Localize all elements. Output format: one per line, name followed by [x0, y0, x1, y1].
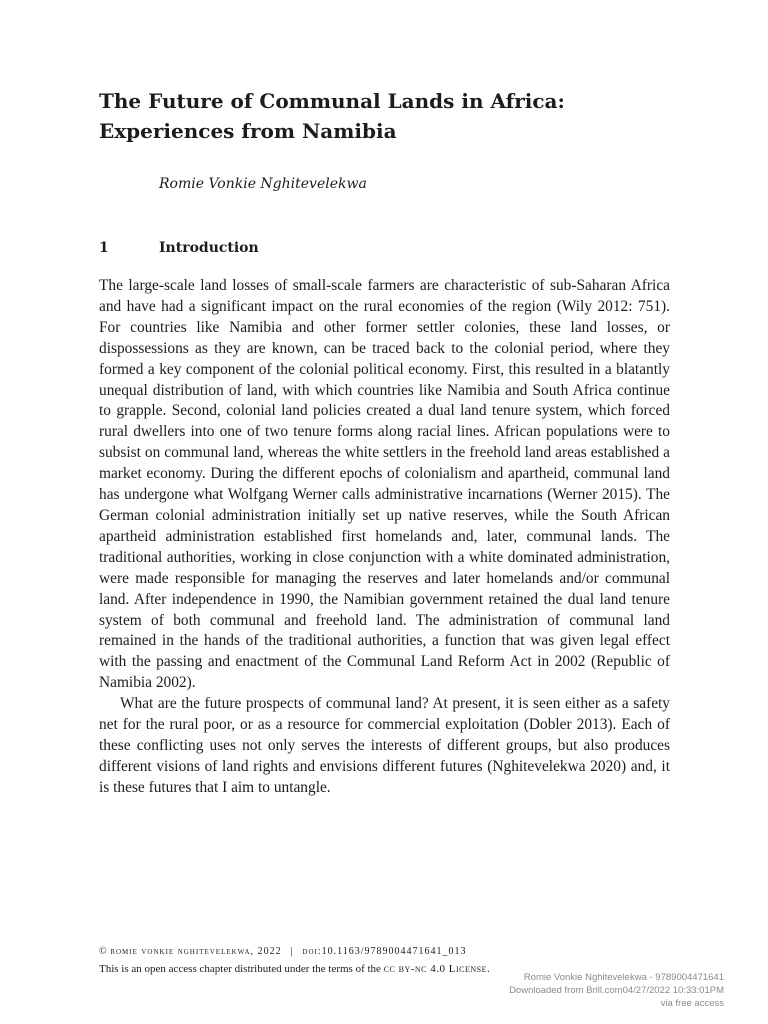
author-name: Romie Vonkie Nghitevelekwa: [159, 176, 367, 192]
body-paragraph-1: The large-scale land losses of small-scale farmers are characteristic of sub-Saharan Africa and have had a significant impact on the rural economies of the region (Wily 2012: 751). For countries like Namibia and other former settler colonies, these land losses, or dispossessions as they are known, can be traced back to the colonial period, where they formed a key component of the colonial political economy. First, this resulted in a blatantly unequal distribution of land, with which countries like Namibia and South Africa continue to grapple. Second, colonial land policies created a dual land tenure system, which forced rural dwellers into one of two tenure forms along racial lines. African populations were to subsist on communal land, whereas the white settlers in the freehold land areas established a market economy. During the different epochs of colonialism and apartheid, communal land has undergone what Wolfgang Werner calls administrative incarnations (Werner 2015). The German colonial administration initially set up native reserves, while the South African apartheid administration established first homelands and, later, communal lands. The traditional authorities, working in close conjunction with a white dominated administration, were made responsible for managing the reserves and later homelands and/or communal land. After independence in 1990, the Namibian government retained the dual land tenure system of both communal and freehold land. The administration of communal land remained in the hands of the traditional authorities, a function that was given legal effect with the passing and enactment of the Communal Land Reform Act in 2002 (Republic of Namibia 2002).: [99, 277, 670, 692]
license-prefix: This is an open access chapter distributed under the terms of the: [99, 963, 384, 975]
watermark-line-3: via free access: [660, 998, 724, 1009]
download-watermark: [509, 971, 724, 1010]
copyright-line: [99, 945, 467, 959]
license-line: [99, 962, 490, 976]
chapter-title-line2: Experiences from Namibia: [99, 119, 397, 143]
body-text: [99, 276, 670, 799]
copyright-icon: ©: [99, 946, 108, 957]
watermark-line-2: Downloaded from Brill.com04/27/2022 10:33:01PM: [509, 985, 724, 996]
watermark-line-1: Romie Vonkie Nghitevelekwa - 9789004471641: [523, 972, 724, 983]
section-heading: Introduction: [159, 240, 259, 256]
license-link[interactable]: cc by-nc 4.0 License.: [383, 963, 491, 975]
footer-separator: |: [290, 946, 294, 957]
chapter-title-line1: The Future of Communal Lands in Africa:: [99, 89, 565, 113]
doi-link[interactable]: doi:10.1163/9789004471641_013: [302, 946, 467, 957]
chapter-title: [99, 86, 699, 146]
section-number: 1: [99, 240, 109, 256]
body-paragraph-2: What are the future prospects of communal land? At present, it is seen either as a safety net for the rural poor, or as a resource for commercial exploitation (Dobler 2013). Each of these conflicting uses not only serves the interests of different groups, but also produces different visions of land rights and envisions different futures (Nghitevelekwa 2020) and, it is these futures that I aim to untangle.: [99, 695, 670, 796]
copyright-holder: romie vonkie nghitevelekwa, 2022: [110, 946, 282, 957]
